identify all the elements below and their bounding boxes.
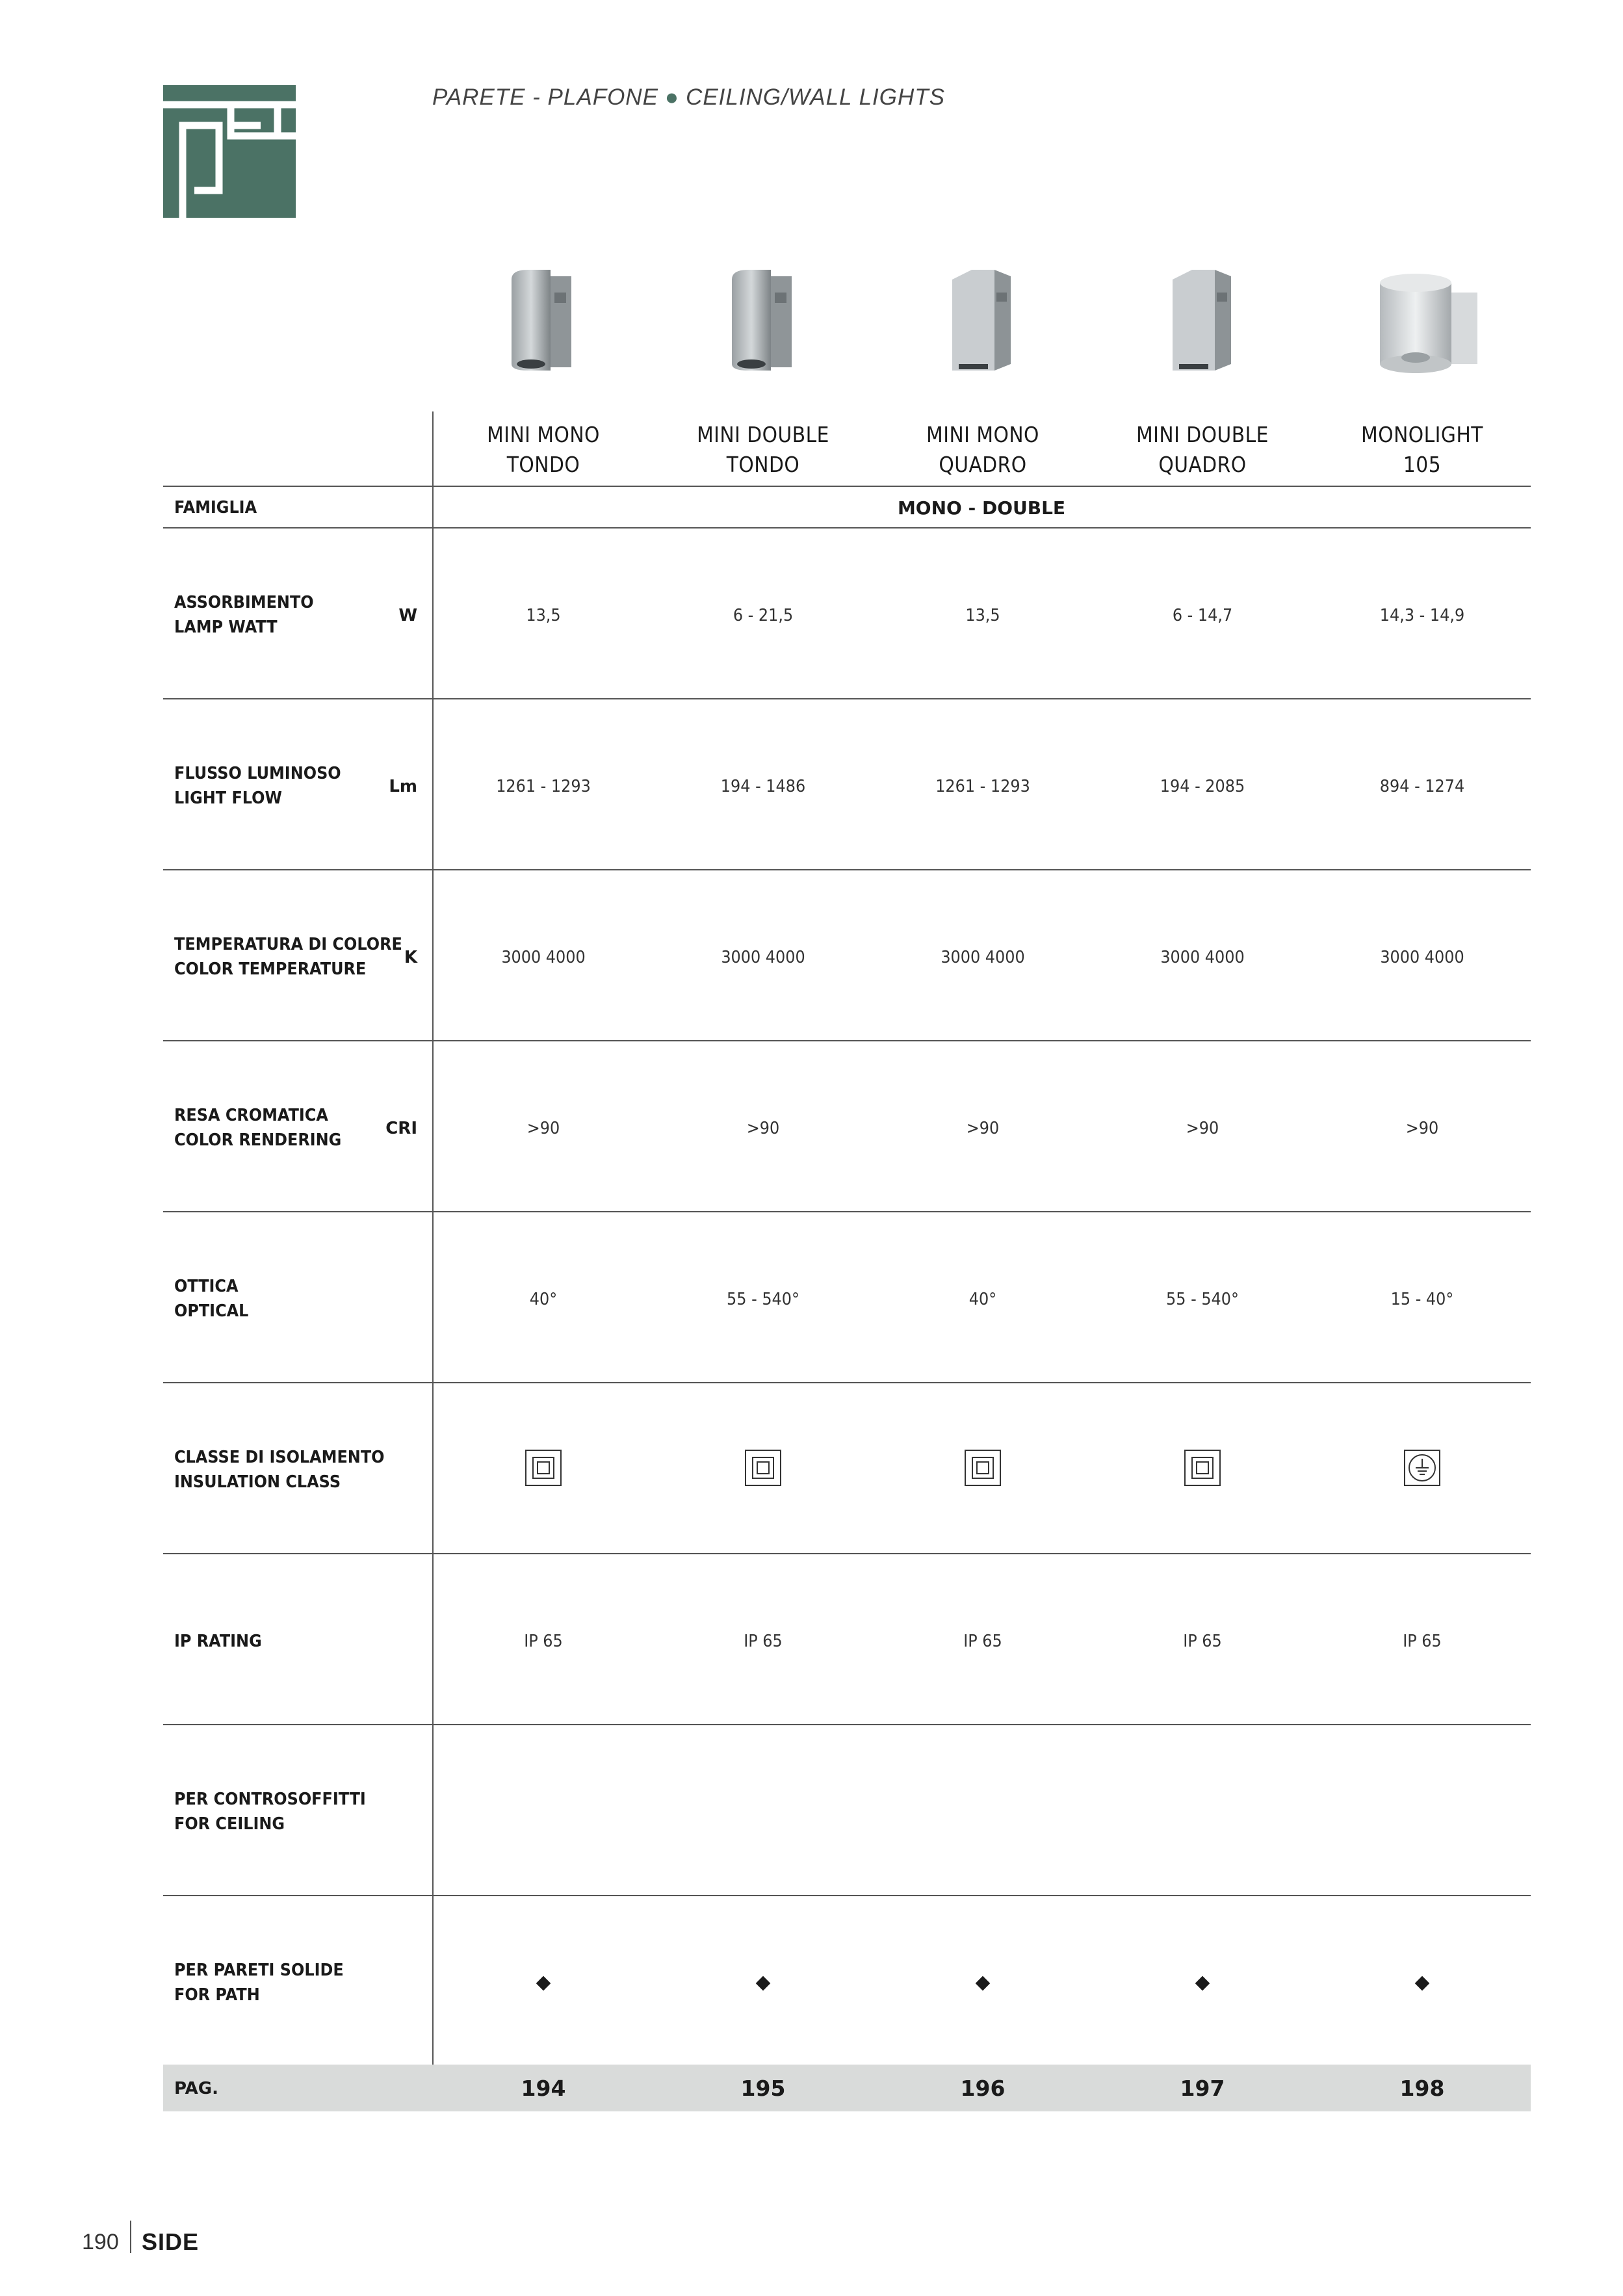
page-link-195[interactable]: 195	[740, 2076, 786, 2101]
row-label-temperatura: TEMPERATURA DI COLORE COLOR TEMPERATURE	[174, 935, 402, 979]
famiglia-value: MONO - DOUBLE	[897, 497, 1066, 519]
cell-temperatura: 3000 4000	[501, 948, 586, 967]
section-title-en: CEILING/WALL LIGHTS	[686, 85, 946, 110]
cell-resa: >90	[1186, 1119, 1219, 1138]
unit-label: W	[398, 606, 417, 625]
cell-ip: IP 65	[1183, 1632, 1222, 1651]
table-rule	[163, 1382, 1531, 1383]
cell-potenza: 6 - 14,7	[1172, 606, 1233, 625]
table-rule	[163, 698, 1531, 699]
row-label-ip: IP RATING	[174, 1632, 262, 1651]
page-link-197[interactable]: 197	[1180, 2076, 1225, 2101]
cell-resa: >90	[526, 1119, 560, 1138]
unit-label: Lm	[389, 777, 417, 796]
cell-ip: IP 65	[1403, 1632, 1442, 1651]
section-title-it: PARETE - PLAFONE	[432, 85, 658, 110]
table-rule	[163, 1040, 1531, 1041]
cell-temperatura: 3000 4000	[941, 948, 1025, 967]
row-label-assorbimento: ASSORBIMENTO LAMP WATT	[174, 593, 314, 637]
cell-potenza: 13,5	[965, 606, 1000, 625]
column-header-3: MINI MONO QUADRO	[926, 422, 1039, 477]
double-insulation-icon	[1183, 1448, 1222, 1487]
cell-flusso: 1261 - 1293	[935, 777, 1030, 796]
cell-ottica: 15 - 40°	[1390, 1290, 1454, 1309]
table-rule	[163, 527, 1531, 528]
cell-resa: >90	[1405, 1119, 1439, 1138]
row-label-pareti: PER PARETI SOLIDE FOR PATH	[174, 1961, 344, 2005]
cell-ottica: 55 - 540°	[727, 1290, 799, 1309]
cell-ip: IP 65	[744, 1632, 783, 1651]
column-header-5: MONOLIGHT 105	[1361, 422, 1483, 477]
page-number: 190	[82, 2230, 119, 2254]
product-image-mini-double-tondo	[712, 267, 816, 377]
cell-temperatura: 3000 4000	[1160, 948, 1245, 967]
brand-logo-icon	[163, 85, 296, 218]
product-image-mini-double-quadro	[1153, 267, 1257, 377]
table-rule	[163, 1895, 1531, 1896]
cell-ottica: 40°	[529, 1290, 558, 1309]
cell-resa: >90	[966, 1119, 1000, 1138]
row-label-resa: RESA CROMATICA COLOR RENDERING	[174, 1106, 342, 1150]
row-label-famiglia: FAMIGLIA	[174, 498, 257, 517]
cell-resa: >90	[746, 1119, 780, 1138]
earth-ground-icon	[1403, 1448, 1442, 1487]
product-image-monolight-105	[1373, 267, 1484, 377]
unit-label: CRI	[385, 1119, 417, 1138]
cell-potenza: 13,5	[526, 606, 561, 625]
collection-name: SIDE	[142, 2228, 200, 2255]
diamond-icon	[976, 1976, 991, 1991]
cell-temperatura: 3000 4000	[1380, 948, 1464, 967]
table-rule	[163, 1553, 1531, 1554]
table-rule	[163, 869, 1531, 870]
cell-flusso: 194 - 1486	[720, 777, 806, 796]
column-header-4: MINI DOUBLE QUADRO	[1136, 422, 1269, 477]
page-link-198[interactable]: 198	[1399, 2076, 1445, 2101]
table-rule	[163, 1211, 1531, 1212]
cell-potenza: 6 - 21,5	[733, 606, 794, 625]
double-insulation-icon	[963, 1448, 1002, 1487]
section-title	[432, 85, 945, 111]
cell-ip: IP 65	[524, 1632, 563, 1651]
cell-temperatura: 3000 4000	[721, 948, 805, 967]
product-image-mini-mono-quadro	[933, 267, 1037, 377]
diamond-icon	[1195, 1976, 1210, 1991]
table-divider-vertical	[432, 411, 434, 2065]
pag-label: PAG.	[174, 2079, 219, 2098]
column-header-2: MINI DOUBLE TONDO	[697, 422, 829, 477]
footer-divider	[130, 2221, 131, 2253]
column-header-1: MINI MONO TONDO	[487, 422, 600, 477]
row-label-flusso: FLUSSO LUMINOSO LIGHT FLOW	[174, 764, 341, 808]
diamond-icon	[1415, 1976, 1430, 1991]
row-label-ottica: OTTICA OPTICAL	[174, 1277, 249, 1321]
double-insulation-icon	[744, 1448, 783, 1487]
row-label-controsoffitti: PER CONTROSOFFITTI FOR CEILING	[174, 1790, 366, 1834]
cell-ip: IP 65	[963, 1632, 1002, 1651]
cell-ottica: 55 - 540°	[1166, 1290, 1239, 1309]
cell-flusso: 194 - 2085	[1160, 777, 1245, 796]
cell-potenza: 14,3 - 14,9	[1379, 606, 1465, 625]
unit-label: K	[404, 948, 417, 967]
cell-flusso: 1261 - 1293	[496, 777, 591, 796]
diamond-icon	[536, 1976, 551, 1991]
bullet-dot-icon: ●	[664, 85, 680, 110]
diamond-icon	[756, 1976, 771, 1991]
page-link-196[interactable]: 196	[960, 2076, 1006, 2101]
cell-flusso: 894 - 1274	[1379, 777, 1465, 796]
row-label-isolamento: CLASSE DI ISOLAMENTO INSULATION CLASS	[174, 1448, 385, 1492]
product-image-mini-mono-tondo	[492, 267, 596, 377]
table-rule	[163, 486, 1531, 487]
cell-ottica: 40°	[968, 1290, 997, 1309]
table-rule	[163, 1724, 1531, 1725]
double-insulation-icon	[524, 1448, 563, 1487]
page-link-194[interactable]: 194	[521, 2076, 566, 2101]
